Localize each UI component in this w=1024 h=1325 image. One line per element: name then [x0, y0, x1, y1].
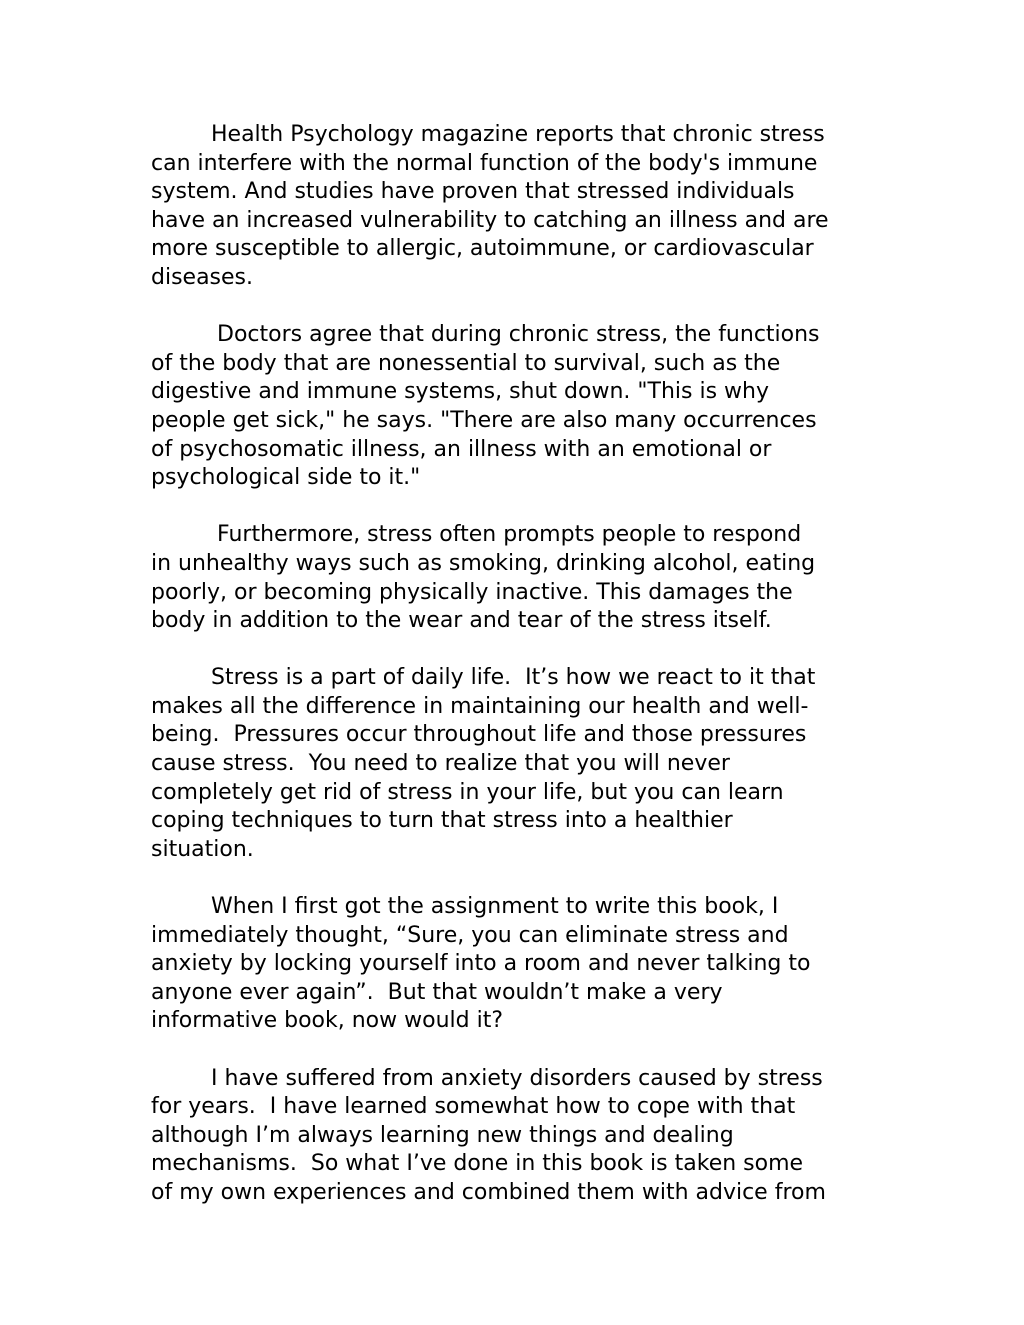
text-line: being. Pressures occur throughout life and those pressures	[151, 722, 807, 748]
paragraph	[151, 1065, 876, 1208]
text-line: people get sick," he says. "There are also many occurrences	[151, 407, 817, 433]
text-line: of psychosomatic illness, an illness with an emotional or	[151, 436, 772, 462]
text-line: Furthermore, stress often prompts people to respond	[217, 522, 802, 548]
text-line: When I first got the assignment to write this book, I	[211, 894, 779, 920]
text-line: mechanisms. So what I’ve done in this book is taken some	[151, 1151, 804, 1177]
text-line: of the body that are nonessential to survival, such as the	[151, 350, 781, 376]
text-line: I have suffered from anxiety disorders caused by stress	[211, 1065, 823, 1091]
text-line: situation.	[151, 836, 254, 862]
paragraph	[151, 321, 876, 493]
text-line: anxiety by locking yourself into a room and never talking to	[151, 951, 811, 977]
text-line: system. And studies have proven that stressed individuals	[151, 179, 795, 205]
document-page	[151, 121, 876, 1236]
text-line: coping techniques to turn that stress into a healthier	[151, 808, 733, 834]
text-line: of my own experiences and combined them with advice from	[151, 1179, 826, 1205]
text-line: Health Psychology magazine reports that chronic stress	[211, 122, 825, 147]
text-line: have an increased vulnerability to catching an illness and are	[151, 207, 829, 233]
text-line: for years. I have learned somewhat how to cope with that	[151, 1094, 796, 1120]
text-line: cause stress. You need to realize that you will never	[151, 751, 730, 777]
text-line: anyone ever again”. But that wouldn’t make a very	[151, 979, 723, 1005]
text-line: informative book, now would it?	[151, 1008, 503, 1034]
paragraph	[151, 121, 876, 293]
text-line: digestive and immune systems, shut down. "This is why	[151, 379, 769, 405]
text-line: although I’m always learning new things and dealing	[151, 1122, 734, 1148]
text-line: immediately thought, “Sure, you can eliminate stress and	[151, 922, 789, 948]
text-line: can interfere with the normal function of the body's immune	[151, 150, 818, 176]
text-line: completely get rid of stress in your life, but you can learn	[151, 779, 784, 805]
text-line: poorly, or becoming physically inactive. This damages the	[151, 579, 793, 605]
paragraph	[151, 664, 876, 864]
paragraph	[151, 521, 876, 635]
paragraph	[151, 893, 876, 1036]
text-line: Stress is a part of daily life. It’s how we react to it that	[211, 665, 816, 691]
text-line: more susceptible to allergic, autoimmune, or cardiovascular	[151, 236, 814, 262]
text-line: body in addition to the wear and tear of the stress itself.	[151, 608, 772, 634]
text-line: in unhealthy ways such as smoking, drinking alcohol, eating	[151, 550, 816, 576]
text-line: psychological side to it."	[151, 465, 421, 491]
text-line: Doctors agree that during chronic stress, the functions	[217, 322, 820, 348]
text-line: diseases.	[151, 264, 254, 290]
text-line: makes all the difference in maintaining our health and well-	[151, 693, 809, 719]
